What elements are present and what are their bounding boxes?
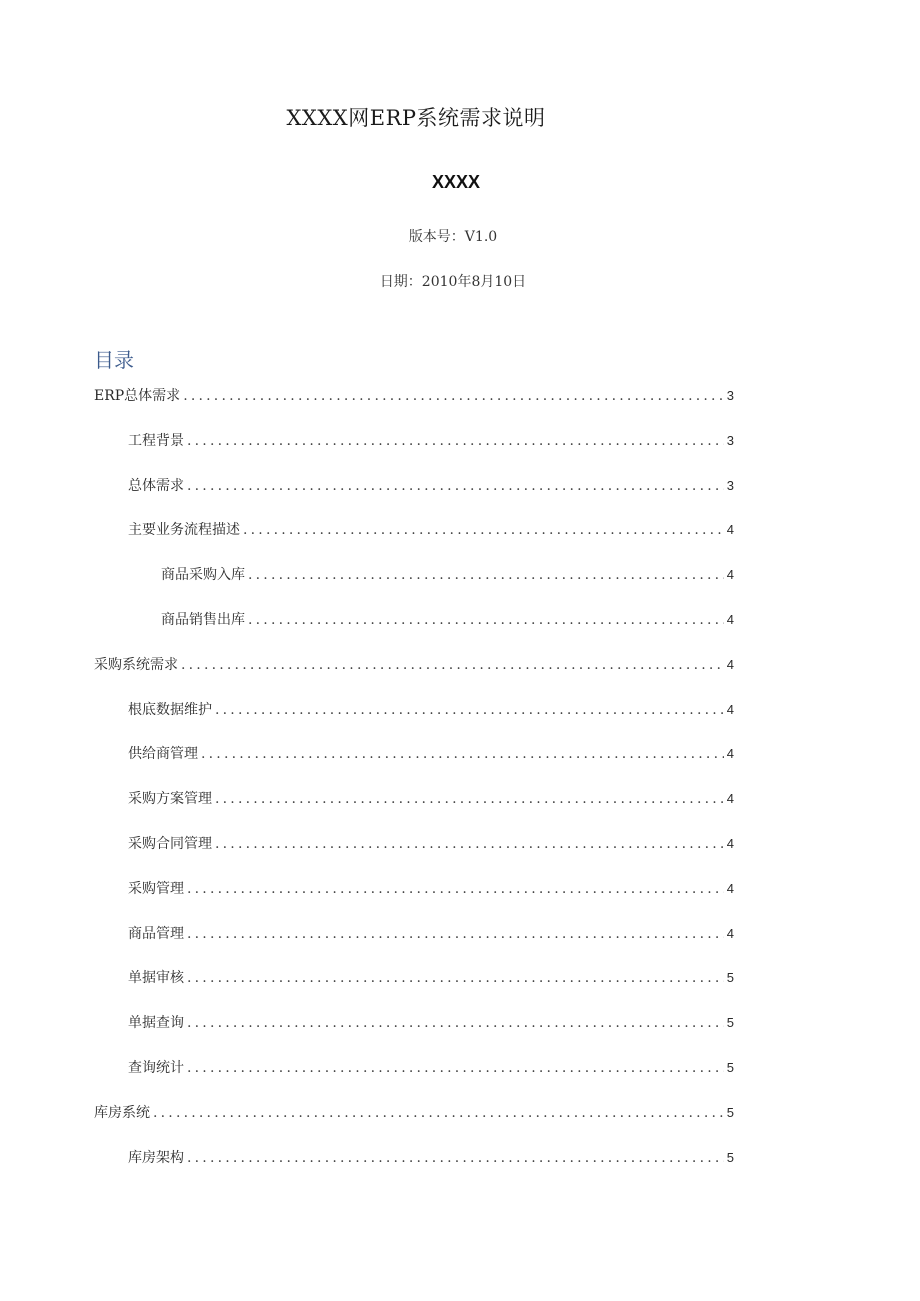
toc-dot-leader bbox=[215, 787, 724, 811]
toc-entry-label: 单据查询 bbox=[128, 1015, 184, 1032]
toc-entry[interactable] bbox=[94, 653, 734, 698]
toc-entry[interactable] bbox=[94, 742, 734, 787]
toc-dot-leader bbox=[248, 608, 724, 632]
toc-entry-page: 3 bbox=[726, 388, 734, 403]
toc-entry[interactable] bbox=[94, 608, 734, 653]
document-version: 版本号：V1.0 bbox=[408, 229, 498, 245]
toc-entry-page: 5 bbox=[726, 1104, 734, 1120]
toc-entry-label: 采购系统需求 bbox=[94, 656, 178, 673]
toc-entry-page: 4 bbox=[726, 522, 734, 538]
toc-entry-page: 5 bbox=[726, 1149, 734, 1165]
toc-entry-label: 主要业务流程描述 bbox=[128, 522, 240, 539]
toc-dot-leader bbox=[201, 742, 724, 766]
document-author: XXXX bbox=[431, 172, 481, 192]
toc-entry[interactable] bbox=[94, 1011, 734, 1056]
document-date: 日期：2010年8月10日 bbox=[379, 274, 527, 290]
toc-entry-page: 4 bbox=[726, 746, 734, 762]
toc-entry-page: 5 bbox=[726, 970, 734, 986]
toc-entry-page: 4 bbox=[726, 611, 734, 627]
toc-entry-page: 4 bbox=[726, 925, 734, 941]
toc-entry-page: 3 bbox=[726, 477, 734, 493]
toc-entry-page: 4 bbox=[726, 835, 734, 851]
toc-entry-label: 采购管理 bbox=[128, 880, 184, 897]
toc-entry-label: 根底数据维护 bbox=[128, 701, 212, 718]
toc-entry[interactable] bbox=[94, 429, 734, 474]
toc-entry-label: 商品采购入库 bbox=[161, 567, 245, 584]
toc-dot-leader bbox=[248, 563, 724, 587]
toc-entry[interactable] bbox=[94, 1146, 734, 1191]
toc-dot-leader bbox=[187, 1146, 724, 1170]
toc-entry[interactable] bbox=[94, 787, 734, 832]
toc-dot-leader bbox=[187, 429, 724, 453]
toc-entry[interactable] bbox=[94, 1101, 734, 1146]
toc-dot-leader bbox=[187, 922, 724, 946]
toc-dot-leader bbox=[187, 1056, 724, 1080]
toc-entry-page: 4 bbox=[726, 791, 734, 807]
toc-entry-label: 工程背景 bbox=[128, 432, 184, 449]
toc-entry-label: 供给商管理 bbox=[128, 746, 198, 763]
toc-entry[interactable] bbox=[94, 1056, 734, 1101]
table-of-contents bbox=[94, 384, 734, 1190]
toc-entry[interactable] bbox=[94, 832, 734, 877]
toc-dot-leader bbox=[187, 1011, 724, 1035]
toc-entry-label: 采购合同管理 bbox=[128, 835, 212, 852]
toc-entry-label: 商品销售出库 bbox=[161, 611, 245, 628]
toc-entry[interactable] bbox=[94, 518, 734, 563]
toc-dot-leader bbox=[187, 966, 724, 990]
toc-entry-label: 库房架构 bbox=[128, 1149, 184, 1166]
toc-entry-label: 单据审核 bbox=[128, 970, 184, 987]
document-title: XXXX网ERP系统需求说明 bbox=[286, 106, 546, 130]
toc-entry-label: 查询统计 bbox=[128, 1059, 184, 1076]
toc-dot-leader bbox=[243, 518, 724, 542]
toc-entry-label: 商品管理 bbox=[128, 925, 184, 942]
toc-entry-page: 3 bbox=[726, 432, 734, 448]
toc-dot-leader bbox=[187, 877, 724, 901]
toc-entry-label: 采购方案管理 bbox=[128, 791, 212, 808]
toc-heading: 目录 bbox=[94, 348, 134, 372]
toc-dot-leader bbox=[183, 384, 724, 408]
toc-dot-leader bbox=[153, 1101, 724, 1125]
toc-entry-label: 总体需求 bbox=[128, 477, 184, 494]
toc-entry[interactable] bbox=[94, 966, 734, 1011]
toc-entry-page: 4 bbox=[726, 656, 734, 672]
toc-entry-page: 5 bbox=[726, 1015, 734, 1031]
toc-entry[interactable] bbox=[94, 698, 734, 743]
toc-dot-leader bbox=[181, 653, 724, 677]
toc-entry-page: 5 bbox=[726, 1059, 734, 1075]
toc-dot-leader bbox=[215, 832, 724, 856]
toc-entry[interactable] bbox=[94, 922, 734, 967]
toc-entry-label: 库房系统 bbox=[94, 1104, 150, 1121]
toc-entry[interactable] bbox=[94, 384, 734, 429]
toc-entry[interactable] bbox=[94, 877, 734, 922]
toc-entry-label: ERP总体需求 bbox=[94, 388, 181, 404]
toc-entry-page: 4 bbox=[726, 880, 734, 896]
toc-entry-page: 4 bbox=[726, 701, 734, 717]
toc-dot-leader bbox=[187, 474, 724, 498]
toc-entry-page: 4 bbox=[726, 567, 734, 583]
toc-dot-leader bbox=[215, 698, 724, 722]
toc-entry[interactable] bbox=[94, 474, 734, 519]
toc-entry[interactable] bbox=[94, 563, 734, 608]
